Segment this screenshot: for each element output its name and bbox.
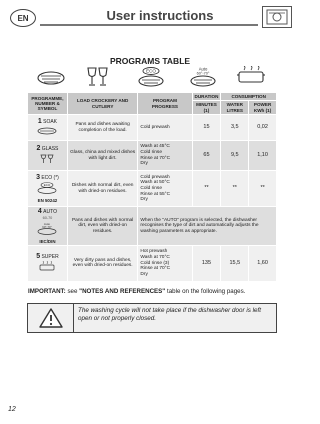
minutes-cell: 65 bbox=[192, 141, 221, 171]
page-number: 12 bbox=[8, 406, 16, 413]
program-cell bbox=[28, 141, 68, 171]
load-cell: Pans and dishes awaiting completion of the load. bbox=[67, 115, 138, 141]
warning-triangle-icon bbox=[39, 308, 63, 328]
load-cell: Dishes with normal dirt, even with dried-on residues. bbox=[67, 171, 138, 207]
program-number: 4 bbox=[37, 208, 42, 216]
minutes-cell: 135 bbox=[192, 245, 221, 281]
power-cell: 1,10 bbox=[249, 141, 277, 171]
eco-icon bbox=[36, 182, 58, 194]
warning-icon-cell bbox=[28, 304, 74, 332]
minutes-cell: 15 bbox=[192, 115, 221, 141]
table-row bbox=[28, 141, 277, 171]
important-rest: table on the following pages. bbox=[166, 288, 246, 295]
table-row bbox=[28, 245, 277, 281]
program-name: SUPER bbox=[41, 254, 59, 261]
auto-label: Auto bbox=[44, 222, 51, 227]
auto-icon-range: 60°-70° bbox=[196, 71, 210, 76]
program-subtitle: 60-70 bbox=[42, 216, 53, 221]
water-cell: 9,5 bbox=[221, 141, 249, 171]
norm-label: IEC/DIN bbox=[39, 238, 56, 244]
header-program: PROGRAMME, NUMBER & SYMBOL bbox=[28, 93, 68, 115]
important-see: see bbox=[67, 288, 78, 295]
program-cell bbox=[28, 245, 68, 281]
auto-icon-label: Auto bbox=[198, 66, 208, 72]
auto-range: 60°-70° bbox=[42, 225, 53, 230]
program-name: ECO (*) bbox=[41, 175, 59, 182]
important-note bbox=[28, 288, 288, 295]
progress-cell: Hot prewash Wash at 70°C Cold rinse (3) Rinse at 70°C Dry bbox=[138, 245, 192, 281]
glass-icon bbox=[82, 66, 112, 88]
header-water: WATER LITRES bbox=[221, 101, 249, 115]
table-row bbox=[28, 115, 277, 141]
warning-text: The washing cycle will not take place if the dishwasher door is left open or not properly closed. bbox=[78, 307, 262, 323]
warning-box bbox=[27, 303, 277, 333]
auto-icon bbox=[188, 66, 218, 88]
table-header-row bbox=[28, 93, 277, 101]
load-cell: Very dirty pans and dishes, even with dried-on residues. bbox=[67, 245, 138, 281]
section-title: PROGRAMS TABLE bbox=[109, 56, 191, 66]
header-duration: DURATION bbox=[192, 93, 221, 101]
water-cell: ** bbox=[221, 171, 249, 207]
water-cell: 15,5 bbox=[221, 245, 249, 281]
power-cell: 1,60 bbox=[249, 245, 277, 281]
program-cell bbox=[28, 115, 68, 141]
program-number: 5 bbox=[36, 253, 41, 261]
program-name: GLASS bbox=[41, 146, 59, 153]
language-badge: EN bbox=[10, 9, 36, 27]
progress-cell: When the "AUTO" program is selected, the dishwasher recognises the type of dirt and automatically adjusts the washing parameters as appropriate. bbox=[138, 207, 277, 246]
water-cell: 3,5 bbox=[221, 115, 249, 141]
load-cell: Pans and dishes with normal dirt, even with dried-on residues. bbox=[67, 207, 138, 246]
program-number: 1 bbox=[37, 118, 42, 126]
eco-icon-label: ECO bbox=[146, 68, 156, 74]
table-row bbox=[28, 171, 277, 207]
power-cell: ** bbox=[249, 171, 277, 207]
program-number: 3 bbox=[36, 174, 40, 182]
header-title: User instructions bbox=[106, 8, 214, 23]
program-name: AUTO bbox=[43, 209, 57, 216]
progress-cell: Cold prewash bbox=[138, 115, 192, 141]
header-consumption: CONSUMPTION bbox=[221, 93, 277, 101]
important-label: IMPORTANT: bbox=[28, 288, 66, 295]
header-rule bbox=[40, 24, 258, 26]
minutes-cell: ** bbox=[192, 171, 221, 207]
program-cell bbox=[28, 207, 68, 246]
norm-label: EN 50242 bbox=[37, 198, 58, 204]
program-number: 2 bbox=[36, 145, 41, 153]
page-header bbox=[8, 6, 292, 32]
program-icons-row bbox=[36, 66, 266, 88]
glass-icon bbox=[39, 154, 55, 164]
program-cell bbox=[28, 171, 68, 207]
header-load: LOAD CROCKERY AND CUTLERY bbox=[67, 93, 138, 115]
super-icon bbox=[37, 261, 57, 271]
brand-logo-icon bbox=[262, 6, 292, 28]
header-power: POWER KWh (1) bbox=[249, 101, 277, 115]
important-ref: "NOTES AND REFERENCES" bbox=[79, 288, 166, 295]
soak-icon bbox=[37, 127, 57, 135]
programs-table bbox=[27, 92, 277, 282]
eco-label: ECO bbox=[44, 183, 51, 188]
auto-icon bbox=[36, 222, 58, 235]
soak-icon bbox=[36, 66, 66, 88]
progress-cell: Wash at 45°C Cold rinse Rinse at 70°C Dry bbox=[138, 141, 192, 171]
load-cell: Glass, china and mixed dishes with light dirt. bbox=[67, 141, 138, 171]
table-row bbox=[28, 207, 277, 246]
super-icon bbox=[236, 66, 266, 88]
header-progress: PROGRAM PROGRESS bbox=[138, 93, 192, 115]
program-name: SOAK bbox=[43, 119, 58, 126]
header-minutes: MINUTES (1) bbox=[192, 101, 221, 115]
power-cell: 0,02 bbox=[249, 115, 277, 141]
progress-cell: Cold prewash Wash at 50°C Cold rinse Rinse at 55°C Dry bbox=[138, 171, 192, 207]
eco-icon bbox=[136, 66, 166, 88]
